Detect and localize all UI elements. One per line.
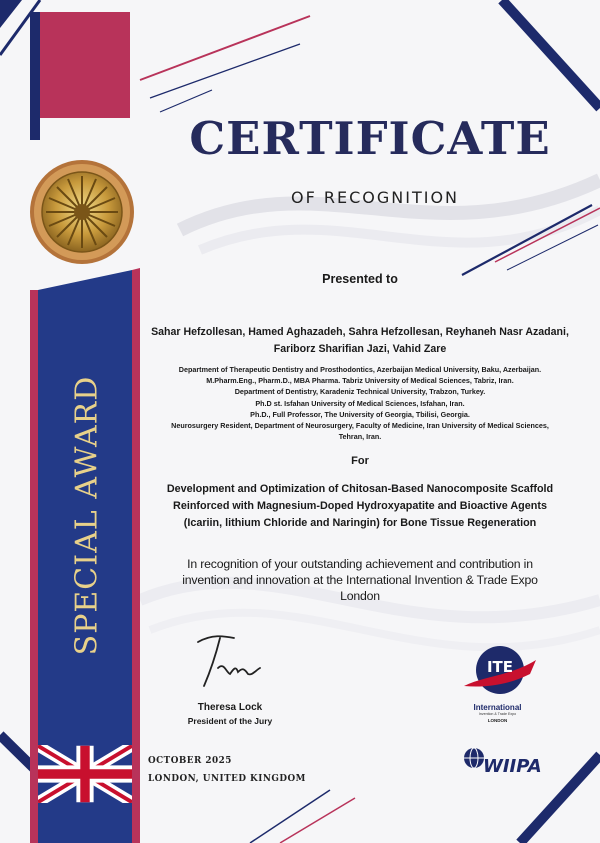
ite-logo-icon <box>460 640 540 706</box>
recognition-line: In recognition of your outstanding achievement and contribution in <box>187 557 533 571</box>
wiipa-logo-text: WIIPA <box>483 756 542 777</box>
gold-rosette-seal-icon <box>28 158 136 266</box>
project-title <box>150 481 570 532</box>
top-left-crimson-block <box>40 12 130 118</box>
affiliation-line: Department of Therapeutic Dentistry and Prosthodontics, Azerbaijan Medical University, Baku, Azerbaijan. <box>178 365 542 374</box>
project-title-line: Development and Optimization of Chitosan-Based Nanocomposite Scaffold <box>166 483 554 495</box>
affiliation-line: Neurosurgery Resident, Department of Neurosurgery, Faculty of Medicine, Iran University of Medical Sciences, <box>171 421 549 431</box>
recognition-statement <box>160 556 560 604</box>
project-title-line: Reinforced with Magnesium-Doped Hydroxyapatite and Bioactive Agents <box>173 500 547 512</box>
project-title-line: (Icariin, lithium Chloride and Naringin) for Bone Tissue Regeneration <box>183 517 537 529</box>
recognition-line: London <box>340 589 380 603</box>
certificate-title: CERTIFICATE <box>189 112 551 165</box>
signatory-role: President of the Jury <box>187 716 273 726</box>
presented-to-label: Presented to <box>322 272 398 286</box>
ribbon-text-container <box>42 310 132 720</box>
affiliation-line: Department of Dentistry, Karadeniz Technical University, Trabzon, Turkey. <box>234 387 486 397</box>
ite-logo-line3: LONDON <box>487 718 508 723</box>
recipient-names-line: Fariborz Sharifian Jazi, Vahid Zare <box>273 343 447 355</box>
union-jack-flag-icon <box>38 745 132 803</box>
award-date: OCTOBER 2025 <box>148 756 232 766</box>
affiliation-line: Ph.D st. Isfahan University of Medical Sciences, Isfahan, Iran. <box>255 398 465 408</box>
signature-mark <box>190 628 270 698</box>
award-location: LONDON, UNITED KINGDOM <box>148 774 306 784</box>
for-label: For <box>351 455 369 467</box>
affiliation-line: Ph.D., Full Professor, The University of Georgia, Tbilisi, Georgia. <box>250 409 470 419</box>
recipient-names-line: Sahar Hefzollesan, Hamed Aghazadeh, Sahra Hefzollesan, Reyhaneh Nasr Azadani, <box>151 326 569 338</box>
ite-logo-mark: ITE <box>486 658 514 676</box>
recipient-names <box>150 324 570 358</box>
signatory-name: Theresa Lock <box>197 702 263 713</box>
affiliation-line: M.Pharm.Eng., Pharm.D., MBA Pharma. Tabriz University of Medical Sciences, Tabriz, Iran. <box>206 376 514 386</box>
special-award-text: SPECIAL AWARD <box>69 375 105 655</box>
ite-logo-line2: Invention & Trade Expo <box>478 712 517 716</box>
ite-logo-line1: International <box>473 703 522 712</box>
affiliation-line: Tehran, Iran. <box>338 432 382 442</box>
affiliations <box>150 364 570 442</box>
certificate-subtitle: OF RECOGNITION <box>290 188 459 207</box>
recognition-line: invention and innovation at the International Invention & Trade Expo <box>182 573 538 587</box>
date-location <box>148 752 348 788</box>
